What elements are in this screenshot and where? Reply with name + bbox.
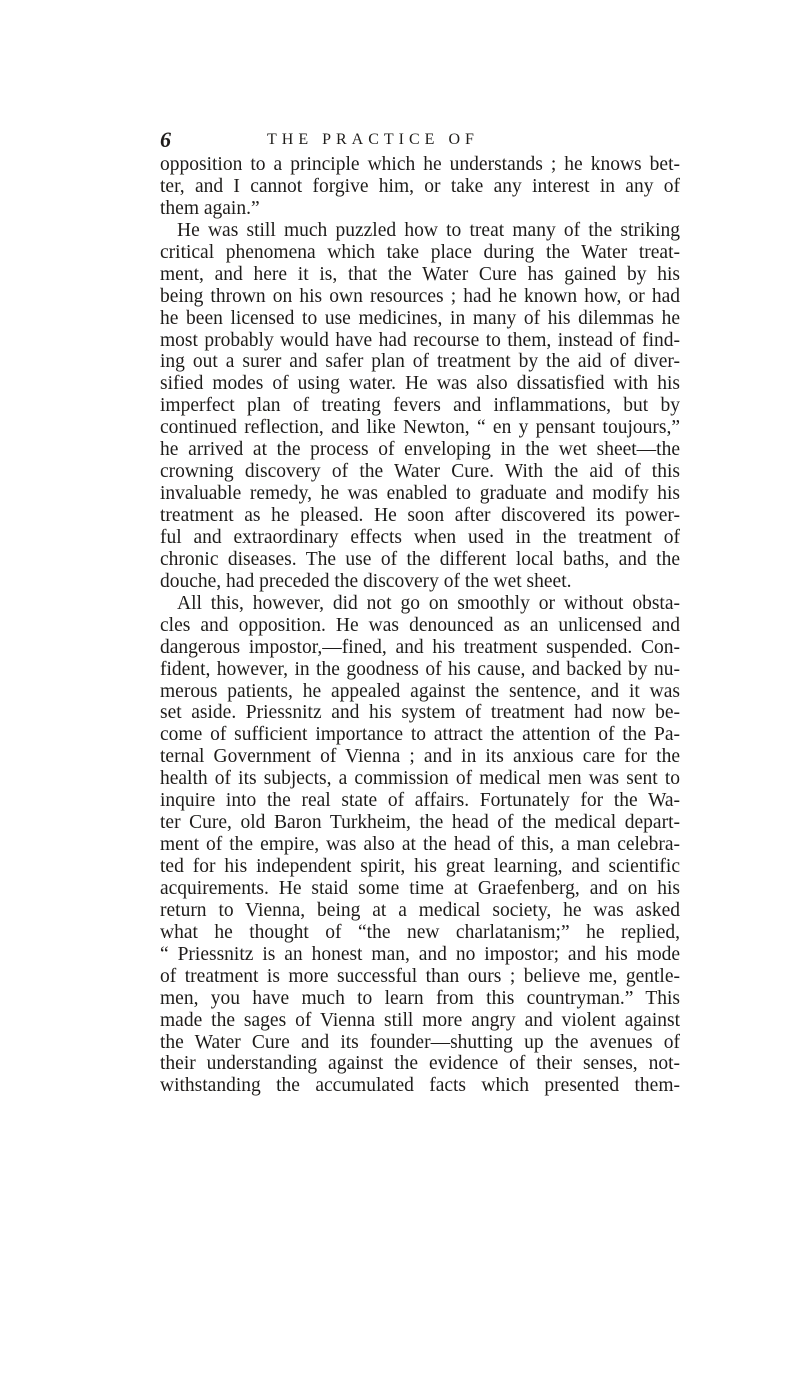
text-line: fident, however, in the goodness of his cause, and backed by nu- <box>160 658 680 680</box>
text-line: ment, and here it is, that the Water Cure has gained by his <box>160 263 680 285</box>
text-line: ing out a surer and safer plan of treatment by the aid of diver- <box>160 351 680 373</box>
text-line: what he thought of “the new charlatanism;” he replied, <box>160 921 680 943</box>
text-line: their understanding against the evidence of their senses, not- <box>160 1053 680 1075</box>
text-line: opposition to a principle which he understands ; he knows bet- <box>160 154 680 175</box>
text-line: He was still much puzzled how to treat many of the striking <box>177 219 680 241</box>
text-line: sified modes of using water. He was also dissatisfied with his <box>160 373 680 395</box>
text-line: withstanding the accumulated facts which presented them- <box>160 1075 680 1097</box>
text-line: them again.” <box>160 197 260 219</box>
text-line: he been licensed to use medicines, in many of his dilemmas he <box>160 307 680 329</box>
text-line: cles and opposition. He was denounced as an unlicensed and <box>160 614 680 636</box>
text-line: chronic diseases. The use of the different local baths, and the <box>160 548 680 570</box>
text-line: most probably would have had recourse to them, instead of find- <box>160 329 680 351</box>
text-line: All this, however, did not go on smoothly or without obsta- <box>177 592 680 614</box>
text-line: return to Vienna, being at a medical society, he was asked <box>160 899 680 921</box>
text-line: continued reflection, and like Newton, “ en y pensant toujours,” <box>160 417 680 439</box>
text-line: made the sages of Vienna still more angry and violent against <box>160 1009 680 1031</box>
text-line: men, you have much to learn from this countryman.” This <box>160 987 680 1009</box>
text-line: invaluable remedy, he was enabled to graduate and modify his <box>160 483 680 505</box>
text-line: ter, and I cannot forgive him, or take any interest in any of <box>160 175 680 197</box>
text-line: treatment as he pleased. He soon after discovered its power- <box>160 505 680 526</box>
text-line: crowning discovery of the Water Cure. With the aid of this <box>160 461 680 483</box>
running-title: THE PRACTICE OF <box>267 131 479 148</box>
text-line: critical phenomena which take place during the Water treat- <box>160 241 680 263</box>
text-line: of treatment is more successful than ours ; believe me, gentle- <box>160 965 680 987</box>
text-line: ter Cure, old Baron Turkheim, the head of the medical depart- <box>160 812 680 834</box>
text-line: ted for his independent spirit, his great learning, and scientific <box>160 856 680 877</box>
text-line: acquirements. He staid some time at Graefenberg, and on his <box>160 877 680 899</box>
text-line: imperfect plan of treating fevers and inflammations, but by <box>160 395 680 417</box>
page-number: 6 <box>160 127 171 152</box>
text-line: the Water Cure and its founder—shutting up the avenues of <box>160 1031 680 1053</box>
text-line: dangerous impostor,—fined, and his treatment suspended. Con- <box>160 636 680 658</box>
text-line: merous patients, he appealed against the sentence, and it was <box>160 680 680 702</box>
text-line: he arrived at the process of enveloping in the wet sheet—the <box>160 439 680 461</box>
text-line: come of sufficient importance to attract the attention of the Pa- <box>160 724 680 746</box>
body-text <box>160 154 680 1097</box>
text-line: ful and extraordinary effects when used in the treatment of <box>160 526 680 548</box>
text-line: “ Priessnitz is an honest man, and no impostor; and his mode <box>160 943 680 965</box>
text-line: health of its subjects, a commission of medical men was sent to <box>160 768 680 790</box>
text-line: douche, had preceded the discovery of the wet sheet. <box>160 570 572 592</box>
text-line: set aside. Priessnitz and his system of treatment had now be- <box>160 702 680 724</box>
text-line: ment of the empire, was also at the head of this, a man celebra- <box>160 834 680 856</box>
text-line: inquire into the real state of affairs. Fortunately for the Wa- <box>160 790 680 812</box>
running-head <box>0 128 800 152</box>
text-line: being thrown on his own resources ; had he known how, or had <box>160 285 680 307</box>
text-line: ternal Government of Vienna ; and in its anxious care for the <box>160 746 680 768</box>
